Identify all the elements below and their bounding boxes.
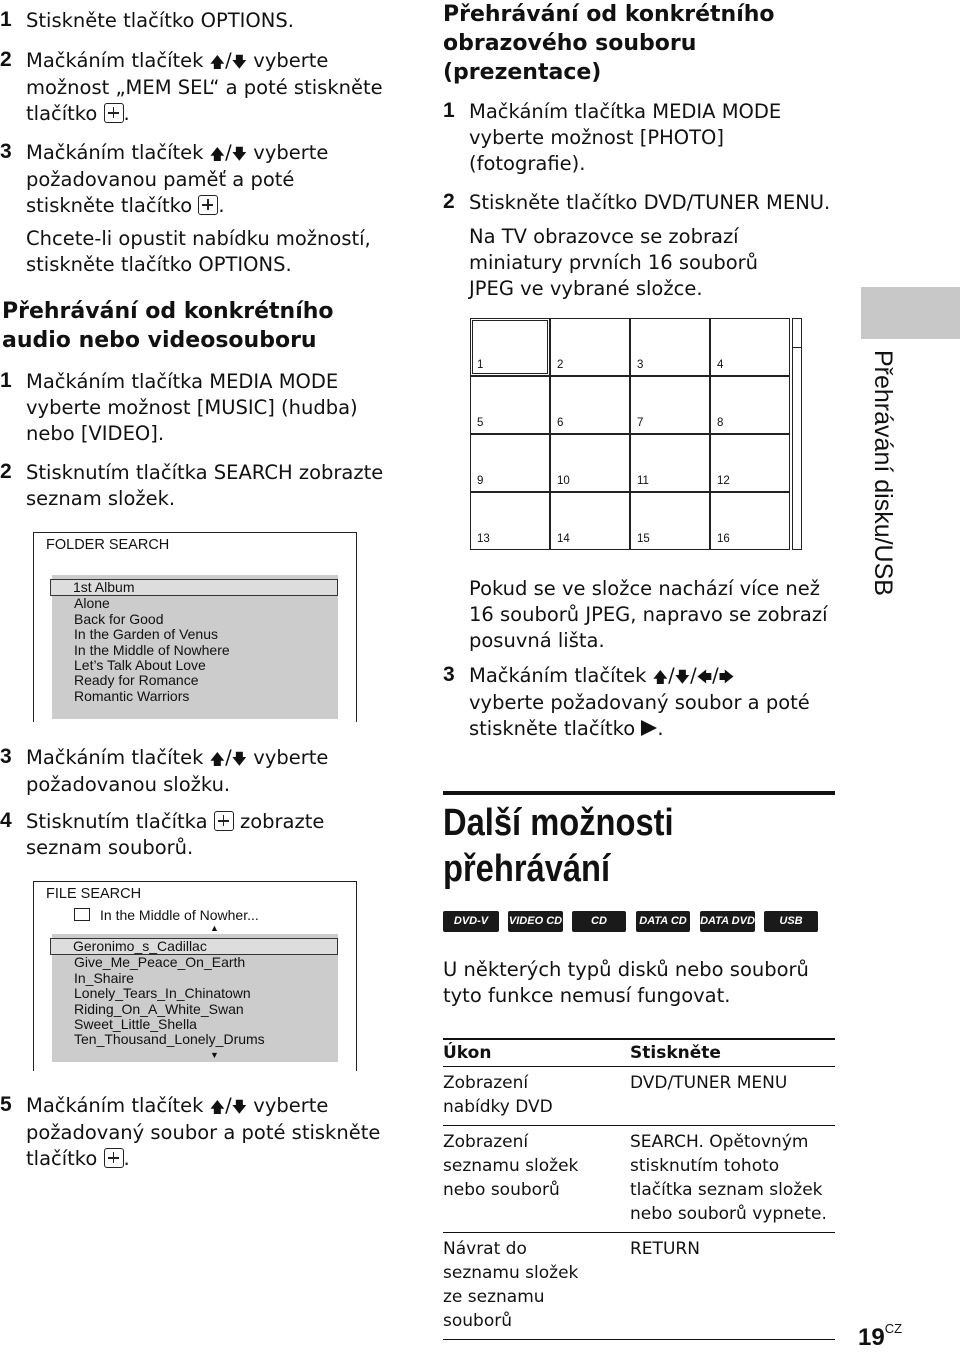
scroll-down-icon[interactable]: ▼: [210, 1050, 219, 1060]
thumbnail[interactable]: [710, 318, 790, 376]
screen-title: FOLDER SEARCH: [46, 537, 170, 553]
step-note: Chcete-li opustit nabídku možností, stiskněte tlačítko OPTIONS.: [26, 227, 371, 276]
down-arrow-icon: 🡇: [231, 1098, 248, 1116]
step-audio-1: 1 Mačkáním tlačítka MEDIA MODE vyberte možnost [MUSIC] (hudba) nebo [VIDEO].: [0, 369, 358, 445]
thumbnail-grid: [468, 318, 804, 550]
thumbnail-number: 6: [557, 417, 564, 429]
list-item[interactable]: Alone: [74, 595, 110, 612]
enter-button-icon: [104, 103, 124, 123]
screen-title: FILE SEARCH: [46, 886, 142, 902]
folder-icon: [74, 908, 90, 921]
list-item[interactable]: Lonely_Tears_In_Chinatown: [74, 985, 251, 1002]
scroll-up-icon[interactable]: ▲: [210, 923, 219, 933]
down-arrow-icon: 🡇: [231, 145, 248, 163]
thumbnail[interactable]: [550, 492, 630, 550]
step-audio-5: 5 Mačkáním tlačítek 🡅/🡇 vyberte požadovaný soubor a poté stiskněte tlačítko .: [0, 1093, 381, 1170]
step-audio-4: 4 Stisknutím tlačítka zobrazte seznam souborů.: [0, 809, 325, 859]
down-arrow-icon: 🡇: [231, 750, 248, 768]
thumbnail[interactable]: [630, 434, 710, 492]
thumbnail[interactable]: [550, 434, 630, 492]
thumbnail[interactable]: [630, 318, 710, 376]
list-item[interactable]: Sweet_Little_Shella: [74, 1016, 197, 1033]
thumbnail[interactable]: [630, 376, 710, 434]
step-options-2: 2 Mačkáním tlačítek 🡅/🡇 vyberte možnost „MEM SEL“ a poté stiskněte tlačítko .: [0, 48, 383, 125]
thumbnail[interactable]: [630, 492, 710, 550]
table-row: Zobrazení seznamu složek nebo souborů SEARCH. Opětovným stisknutím tohoto tlačítka seznam složek nebo souborů vypnete.: [443, 1126, 835, 1233]
enter-button-icon: [214, 811, 234, 831]
thumbnail-number: 5: [477, 417, 484, 429]
big-heading: Další možnosti přehrávání: [443, 802, 674, 890]
list-item-selected[interactable]: 1st Album: [50, 579, 338, 596]
side-tab-label: Přehrávání disku/USB: [869, 350, 897, 596]
thumbnail-number: 4: [717, 359, 724, 371]
thumbnail-number: 11: [637, 475, 649, 487]
thumbnail[interactable]: [470, 434, 550, 492]
badge-usb: USB: [764, 911, 818, 932]
list-item[interactable]: Back for Good: [74, 610, 164, 627]
scrollbar-note: Pokud se ve složce nachází více než 16 souborů JPEG, napravo se zobrazí posuvná lišta.: [469, 577, 828, 652]
thumbnail-number: 12: [717, 475, 730, 487]
enter-button-icon: [104, 1148, 124, 1168]
section-heading-photo: Přehrávání od konkrétního obrazového souboru (prezentace): [443, 2, 775, 85]
badge-video-cd: VIDEO CD: [508, 911, 563, 932]
up-arrow-icon: 🡅: [209, 1098, 226, 1116]
thumbnail[interactable]: [710, 376, 790, 434]
up-arrow-icon: 🡅: [209, 53, 226, 71]
up-arrow-icon: 🡅: [209, 145, 226, 163]
thumbnail[interactable]: [470, 376, 550, 434]
right-arrow-icon: 🡆: [718, 668, 735, 686]
current-folder: In the Middle of Nowher...: [74, 907, 259, 923]
list-item[interactable]: Ready for Romance: [74, 672, 199, 689]
down-arrow-icon: 🡇: [231, 53, 248, 71]
list-item[interactable]: Riding_On_A_White_Swan: [74, 1000, 244, 1017]
up-arrow-icon: 🡅: [652, 668, 669, 686]
section-heading-audio-video: Přehrávání od konkrétního audio nebo videosouboru: [2, 299, 334, 353]
thumbnail[interactable]: [550, 376, 630, 434]
badge-cd: CD: [572, 911, 626, 932]
step-text: Stiskněte tlačítko OPTIONS.: [26, 9, 294, 32]
thumbnail-number: 9: [477, 475, 484, 487]
list-item[interactable]: Let’s Talk About Love: [74, 657, 206, 674]
thumbnail[interactable]: [710, 492, 790, 550]
list-item[interactable]: In_Shaire: [74, 969, 134, 986]
thumbnail-number: 1: [477, 359, 484, 371]
thumbnail-number: 13: [477, 533, 490, 545]
list-item[interactable]: Romantic Warriors: [74, 687, 190, 704]
thumbnail-number: 2: [557, 359, 564, 371]
thumbnail-number: 14: [557, 533, 570, 545]
down-arrow-icon: 🡇: [674, 668, 691, 686]
thumbnail-number: 7: [637, 417, 644, 429]
folder-list: [52, 575, 338, 719]
step-audio-2: 2 Stisknutím tlačítka SEARCH zobrazte seznam složek.: [0, 460, 384, 510]
step-photo-1: 1 Mačkáním tlačítka MEDIA MODE vyberte možnost [PHOTO] (fotografie).: [443, 99, 782, 175]
play-icon: [641, 720, 657, 736]
col-header-press: Stiskněte: [630, 1039, 835, 1067]
list-item[interactable]: In the Garden of Venus: [74, 626, 218, 643]
thumbnail-number: 8: [717, 417, 724, 429]
step-photo-3: 3 Mačkáním tlačítek 🡅/🡇/🡄/🡆 vyberte požadovaný soubor a poté stiskněte tlačítko .: [443, 663, 810, 740]
badge-data-cd: DATA CD: [636, 911, 690, 932]
enter-button-icon: [198, 195, 218, 215]
thumbnail-number: 15: [637, 533, 650, 545]
side-tab-marker: [861, 287, 960, 339]
step-audio-3: 3 Mačkáním tlačítek 🡅/🡇 vyberte požadovanou složku.: [0, 745, 329, 796]
scrollbar[interactable]: [792, 318, 802, 550]
step-options-3: 3 Mačkáním tlačítek 🡅/🡇 vyberte požadovanou paměť a poté stiskněte tlačítko . Chcete-li opustit nabídku možností, stiskněte tlačítko OPTIONS.: [0, 140, 420, 278]
heading-rule: [443, 791, 835, 795]
file-search-screen: [33, 881, 357, 1071]
thumbnail[interactable]: [470, 492, 550, 550]
scrollbar-thumb[interactable]: [793, 319, 801, 348]
step-photo-2: 2 Stiskněte tlačítko DVD/TUNER MENU. Na TV obrazovce se zobrazí miniatury prvních 16 souborů JPEG ve vybrané složce.: [443, 190, 831, 300]
folder-search-screen: [33, 532, 357, 722]
list-item[interactable]: Ten_Thousand_Lonely_Drums: [74, 1031, 265, 1048]
thumbnail-number: 10: [557, 475, 570, 487]
thumbnail-number: 3: [637, 359, 644, 371]
list-item-selected[interactable]: Geronimo_s_Cadillac: [50, 938, 338, 955]
table-row: Zobrazení nabídky DVD DVD/TUNER MENU: [443, 1067, 835, 1126]
compat-note: U některých typů disků nebo souborů tyto funkce nemusí fungovat.: [443, 958, 809, 1007]
thumbnail-highlight: [472, 320, 548, 374]
list-item[interactable]: Give_Me_Peace_On_Earth: [74, 954, 246, 971]
table-row: Návrat do seznamu složek ze seznamu souborů RETURN: [443, 1233, 835, 1340]
badge-dvd-v: DVD-V: [443, 911, 499, 932]
file-list: [52, 934, 338, 1062]
col-header-operation: Úkon: [443, 1039, 630, 1067]
list-item[interactable]: In the Middle of Nowhere: [74, 641, 230, 658]
thumbnail[interactable]: [710, 434, 790, 492]
badge-data-dvd: DATA DVD: [700, 911, 755, 932]
thumbnail[interactable]: [550, 318, 630, 376]
operations-table: [443, 1038, 835, 1340]
step-options-1: 1 Stiskněte tlačítko OPTIONS.: [0, 8, 420, 34]
page-number: $19^{CZ}$: [858, 1321, 903, 1351]
left-arrow-icon: 🡄: [696, 668, 713, 686]
thumbnail-number: 16: [717, 533, 730, 545]
up-arrow-icon: 🡅: [209, 750, 226, 768]
